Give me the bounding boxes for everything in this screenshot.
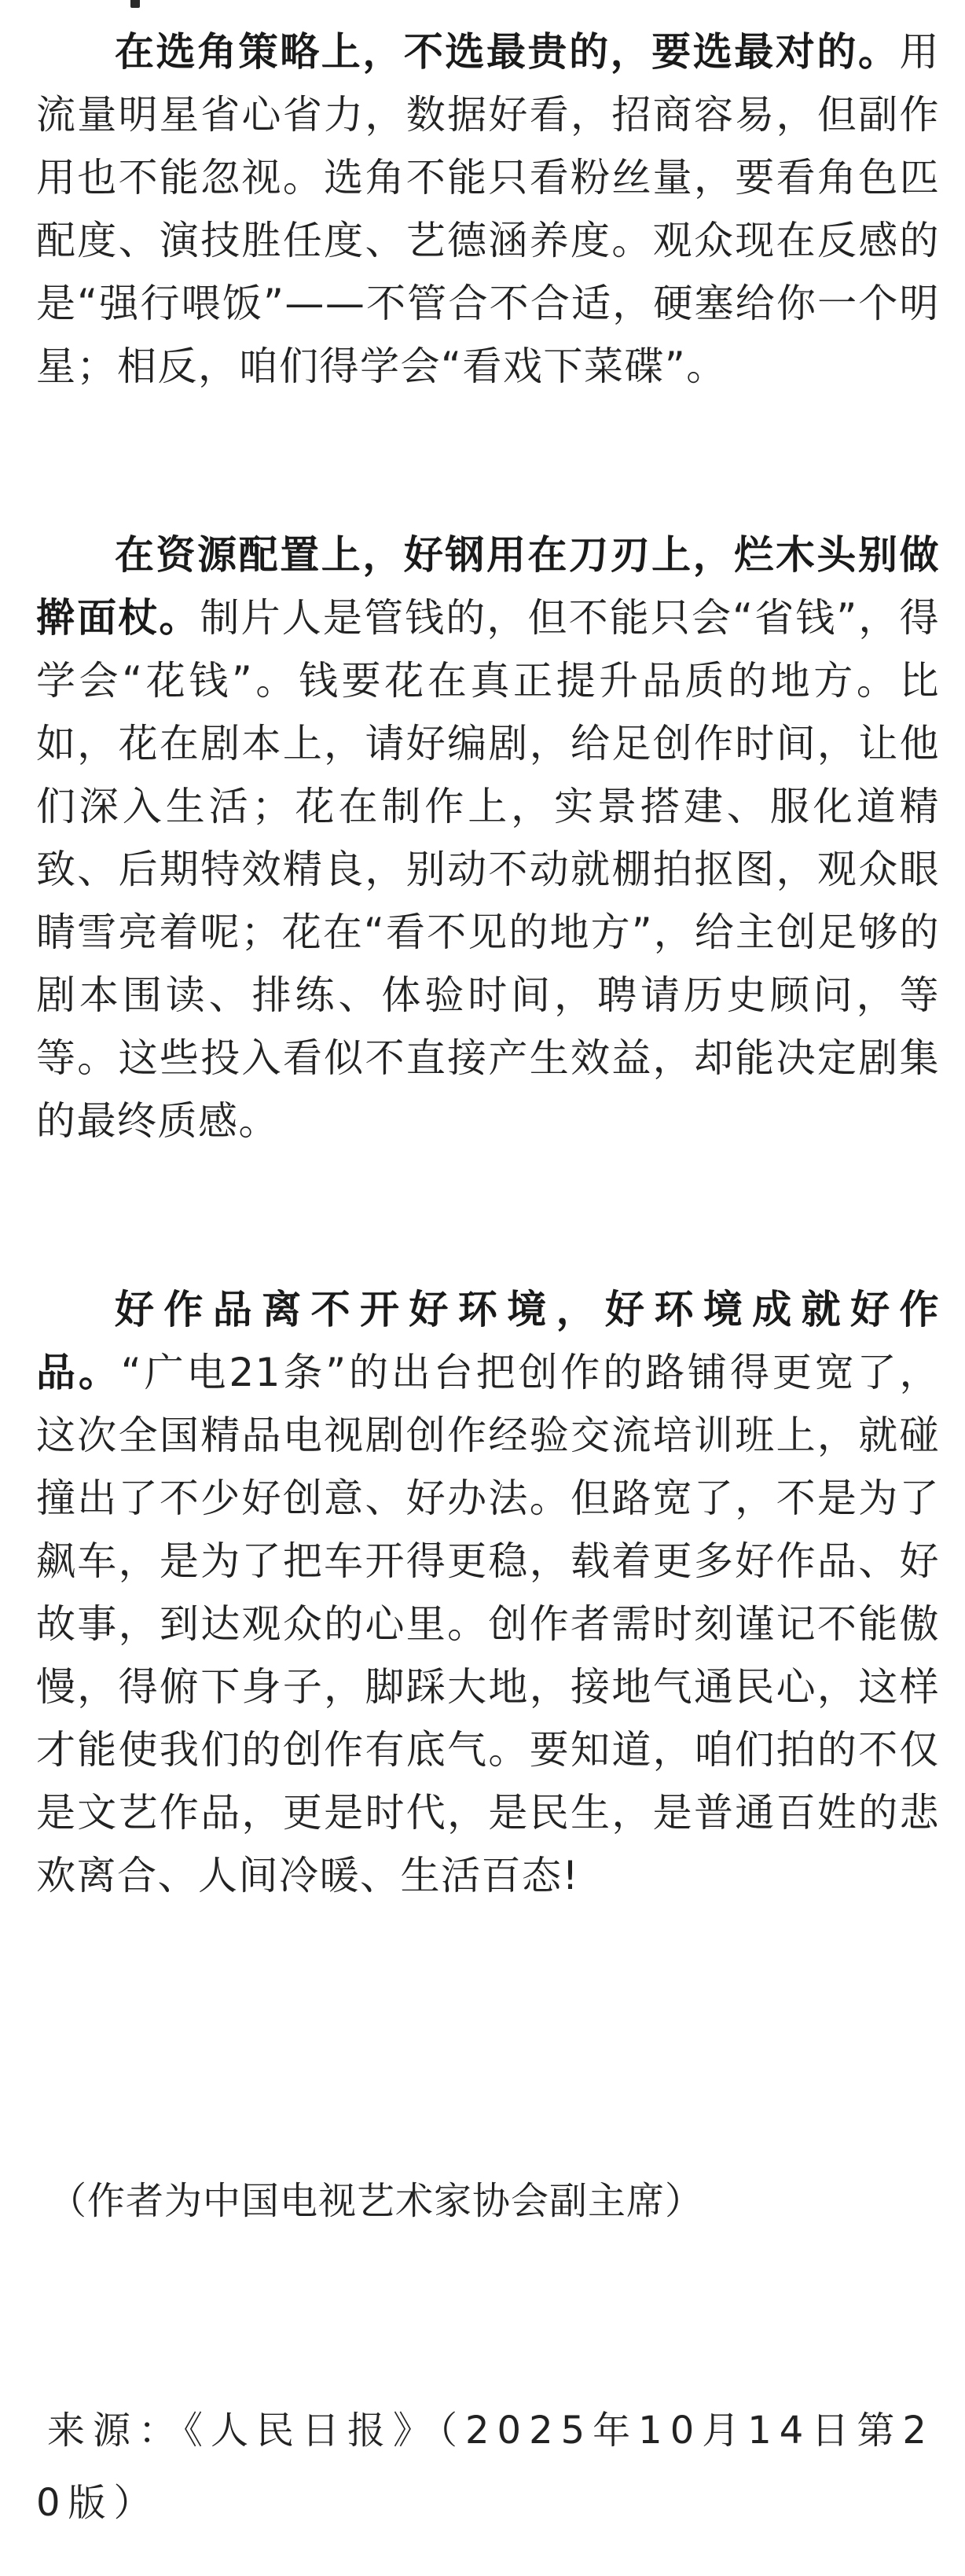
author-byline: （作者为中国电视艺术家协会副主席） — [49, 2179, 704, 2223]
paragraph-lead: 在资源配置上，好钢用在刀刃上，烂木头别做擀面杖。 — [36, 532, 940, 641]
paragraph-text: 制片人是管钱的，但不能只会“省钱”，得学会“花钱”。钱要花在真正提升品质的地方。比如，花在剧本上，请好编剧，给足创作时间，让他们深入生活；花在制作上，实景搭建、服化道精致、后期特效精良，别动不动就棚拍抠图，观众眼睛雪亮着呢；花在“看不见的地方”，给主创足够的剧本围读、排练、体验时间，聘请历史顾问，等等。这些投入看似不直接产生效益，却能决定剧集的最终质感。 — [36, 595, 941, 1144]
paragraph-resource-allocation — [36, 524, 940, 1152]
paragraph-good-environment — [36, 1278, 940, 1907]
cut-off-glyph — [130, 0, 162, 8]
paragraph-lead: 在选角策略上，不选最贵的，要选最对的。 — [115, 29, 900, 75]
paragraph-text: 用流量明星省心省力，数据好看，招商容易，但副作用也不能忽视。选角不能只看粉丝量，要看角色匹配度、演技胜任度、艺德涵养度。观众现在反感的是“强行喂饭”——不管合不合适，硬塞给你一个明星；相反，咱们得学会“看戏下菜碟”。 — [36, 29, 940, 389]
source-citation: 来源：《人民日报》（2025年10月14日第20版） — [36, 2409, 934, 2525]
paragraph-text: “广电21条”的出台把创作的路铺得更宽了，这次全国精品电视剧创作经验交流培训班上，就碰撞出了不少好创意、好办法。但路宽了，不是为了飙车，是为了把车开得更稳，载着更多好作品、好故事，到达观众的心里。创作者需时刻谨记不能傲慢，得俯下身子，脚踩大地，接地气通民心，这样才能使我们的创作有底气。要知道，咱们拍的不仅是文艺作品，更是时代，是民生，是普通百姓的悲欢离合、人间冷暖、生活百态! — [36, 1350, 941, 1898]
paragraph-lead: 好作品离不开好环境，好环境成就好作品。 — [36, 1287, 940, 1395]
paragraph-casting-strategy — [36, 20, 940, 398]
